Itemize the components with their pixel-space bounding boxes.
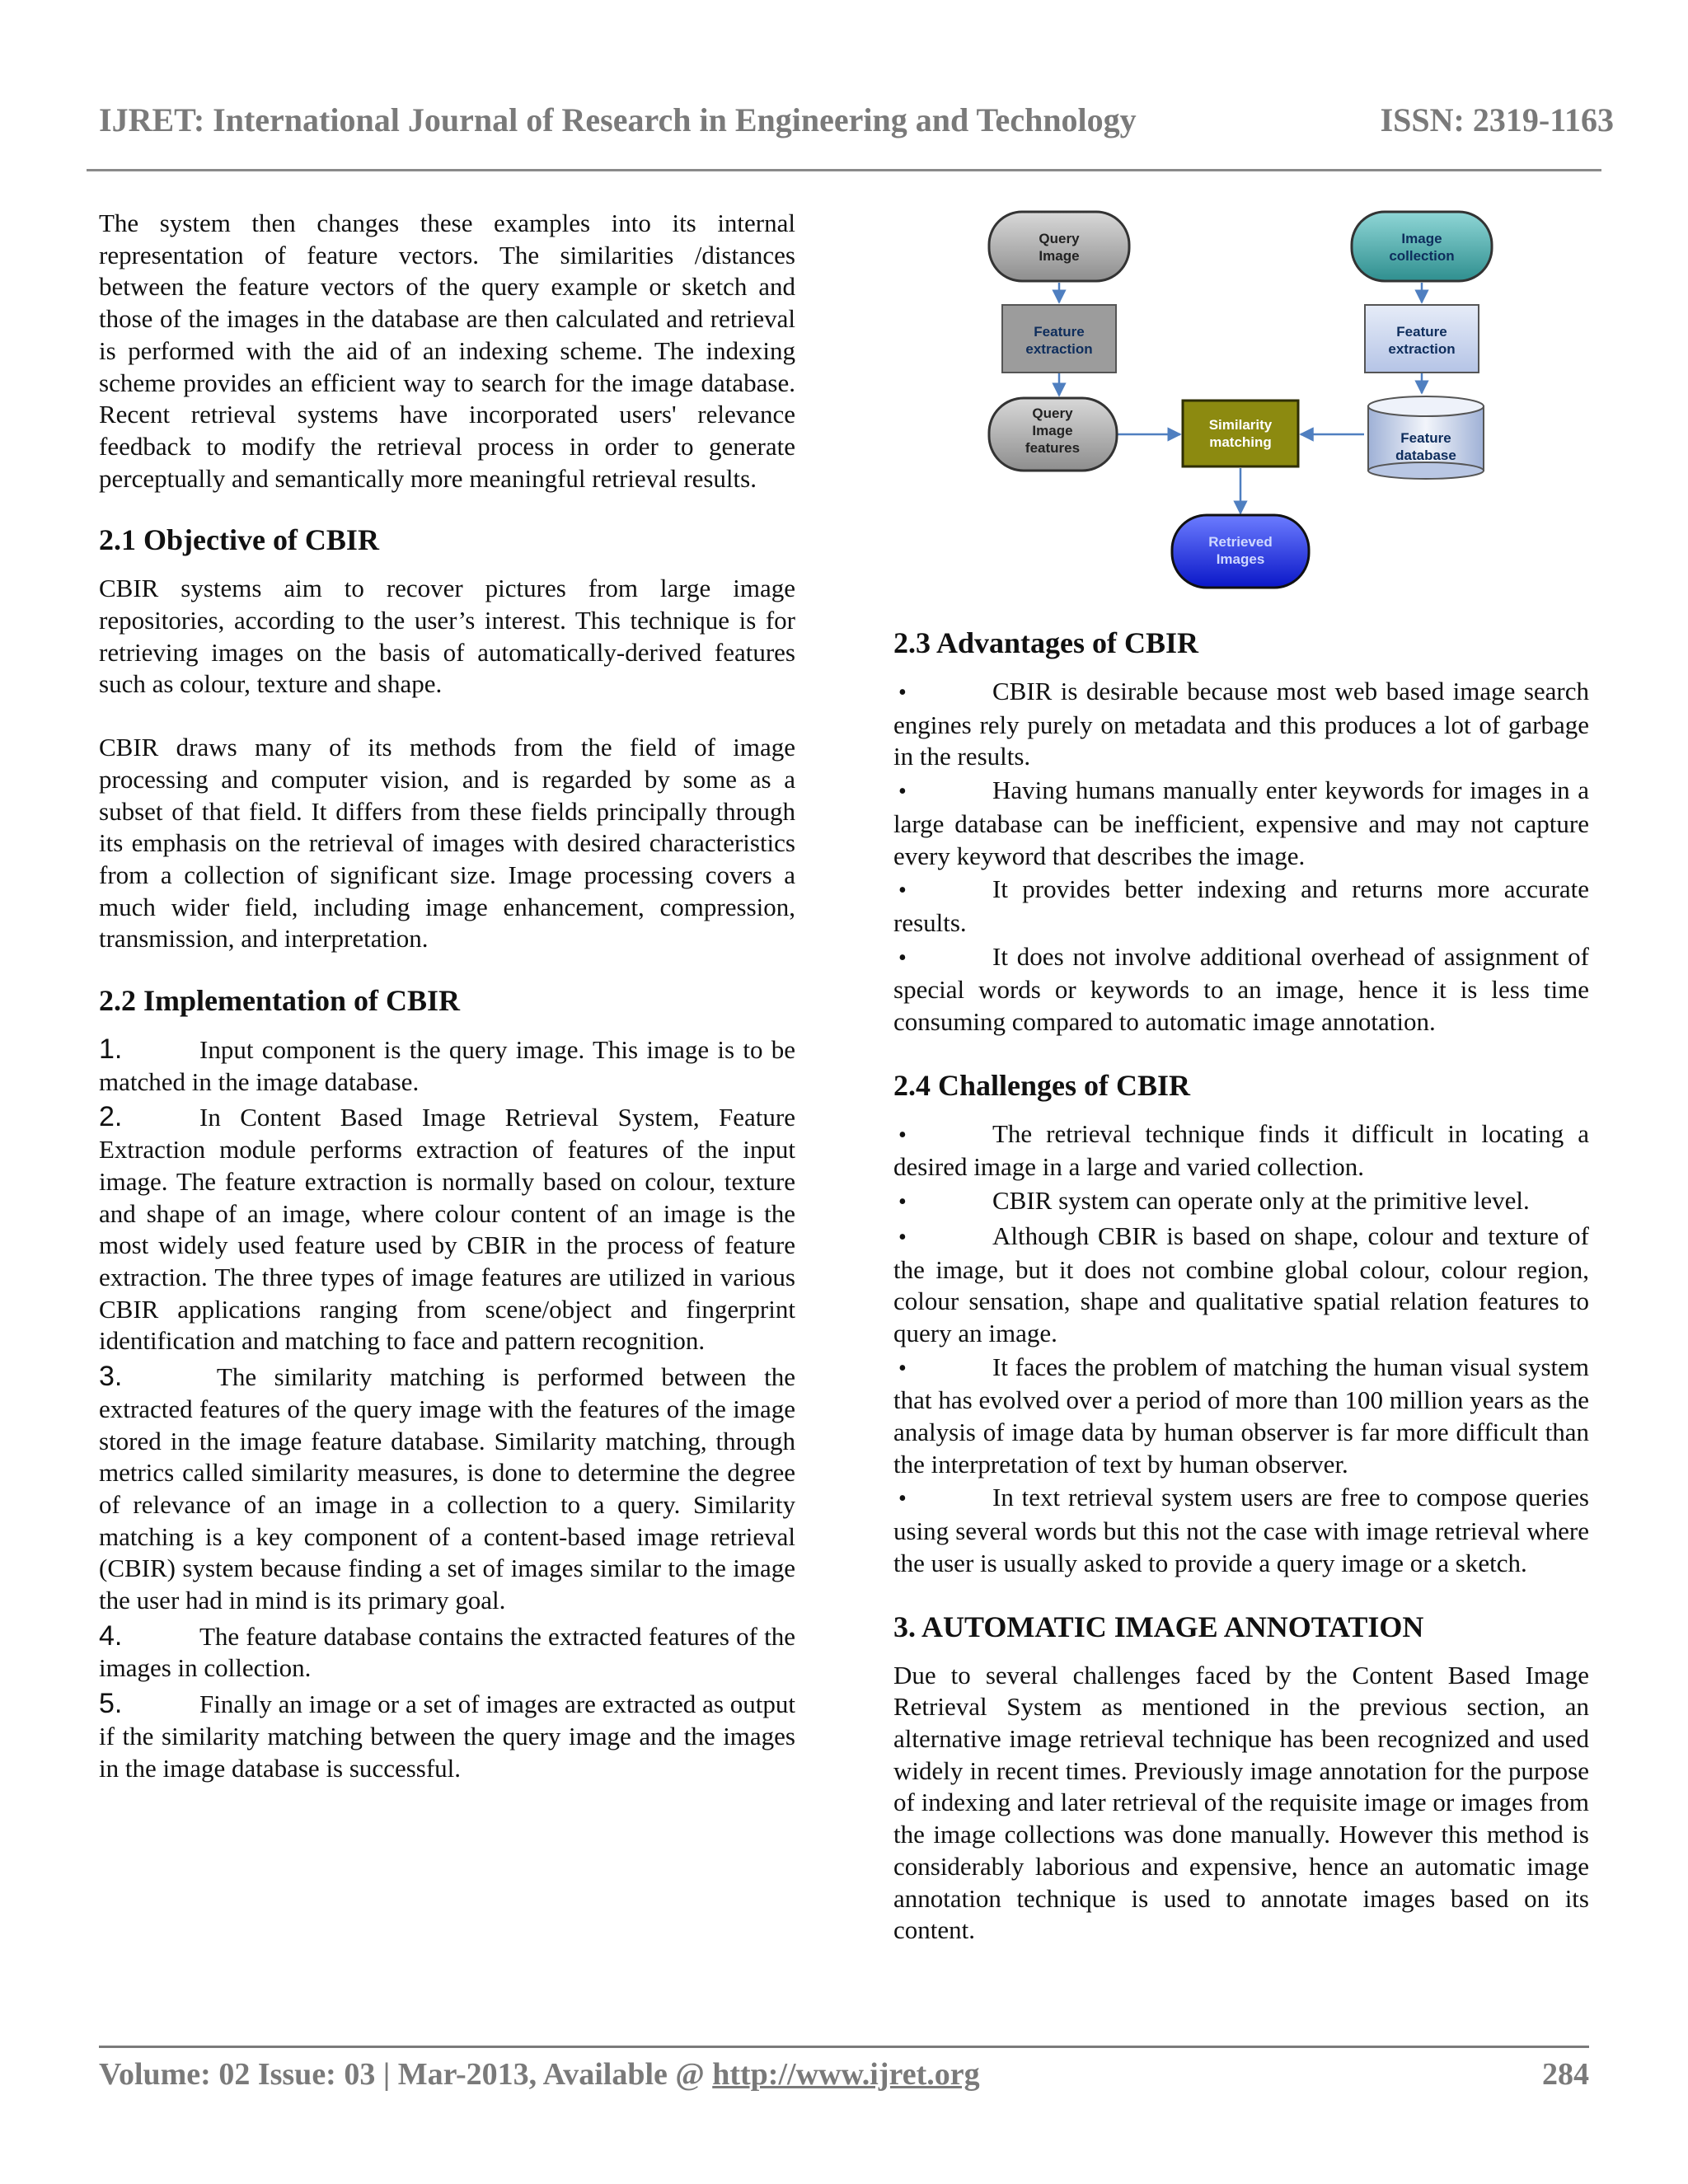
list-item bbox=[893, 1352, 1589, 1481]
objective-paragraph-1: CBIR systems aim to recover pictures from large image repositories, according to the user’s interest. This technique is for retrieving images on the basis of automatically-derived features such as colour, texture and shape. bbox=[99, 574, 795, 699]
list-item bbox=[99, 1361, 795, 1617]
node-similarity-matching bbox=[1183, 401, 1298, 466]
list-item bbox=[893, 676, 1589, 773]
list-text: The similarity matching is performed between the extracted features of the query image with the features of the image stored in the image feature database. Similarity matching, through metrics called similarity measures, is done to determine the degree of relevance of an image in a collection to a query. Similarity matching is a key component of a content-based image retrieval (CBIR) system because finding a set of images similar to the image the user had in mind is its primary goal. bbox=[99, 1362, 795, 1615]
section-heading-2-4: 2.4 Challenges of CBIR bbox=[893, 1068, 1191, 1102]
list-text: It does not involve additional overhead of assignment of special words or keywords to an image, hence it is less time consuming compared to automatic image annotation. bbox=[893, 941, 1589, 1037]
node-feature-database bbox=[1368, 396, 1484, 479]
list-text: Input component is the query image. This image is to be matched in the image database. bbox=[99, 1035, 795, 1096]
list-text: In Content Based Image Retrieval System, Feature Extraction module performs extraction of features of the input image. The feature extraction is normally based on colour, texture and shape of an image, where colour content of an image is the most widely used feature used by CBIR in the process of feature extraction. The three types of image features are utilized in various CBIR applications ranging from scene/object and fingerprint identification and matching to face and pattern recognition. bbox=[99, 1103, 795, 1356]
bullet-icon: • bbox=[898, 779, 907, 805]
list-item bbox=[99, 1688, 795, 1784]
annotation-paragraph: Due to several challenges faced by the Content Based Image Retrieval System as mentioned in the previous section, an alternative image retrieval technique has been recognized and used widely in recent times. Previously image annotation for the purpose of indexing and later retrieval of the requisite image or images from the image collections was done manually. However this method is considerably laborious and expensive, hence an automatic image annotation technique is used to annotate images based on its content. bbox=[893, 1660, 1589, 1945]
list-item bbox=[893, 1482, 1589, 1579]
node-query-image-features bbox=[989, 398, 1117, 471]
list-number: 5. bbox=[99, 1688, 123, 1720]
section-heading-2-2: 2.2 Implementation of CBIR bbox=[99, 984, 460, 1018]
list-item bbox=[99, 1620, 795, 1685]
left-column bbox=[99, 208, 795, 1788]
image-collection-label-1: Image bbox=[1401, 231, 1442, 246]
cbir-architecture-diagram bbox=[973, 202, 1500, 598]
list-text: The feature database contains the extracted features of the images in collection. bbox=[99, 1621, 795, 1683]
qif-label-1: Query bbox=[1032, 405, 1073, 421]
list-item bbox=[893, 1185, 1589, 1219]
list-item bbox=[893, 1118, 1589, 1183]
list-number: 4. bbox=[99, 1619, 123, 1652]
right-column bbox=[893, 625, 1589, 1947]
section-heading-2-3: 2.3 Advantages of CBIR bbox=[893, 626, 1199, 659]
page-number: 284 bbox=[1542, 2057, 1589, 2092]
list-text: CBIR is desirable because most web based image search engines rely purely on metadata and this produces a lot of garbage in the results. bbox=[893, 677, 1589, 771]
node-query-image bbox=[989, 212, 1129, 281]
bullet-icon: • bbox=[898, 680, 907, 705]
retrieved-label-2: Images bbox=[1216, 551, 1265, 567]
node-feature-extraction-left bbox=[1002, 305, 1116, 373]
list-text: CBIR system can operate only at the primitive level. bbox=[992, 1186, 1530, 1216]
image-collection-label-2: collection bbox=[1389, 248, 1455, 264]
list-item bbox=[893, 775, 1589, 872]
fe-left-label-2: extraction bbox=[1025, 341, 1093, 357]
node-feature-extraction-right bbox=[1365, 305, 1479, 373]
section-heading-2-1: 2.1 Objective of CBIR bbox=[99, 523, 379, 557]
node-retrieved-images bbox=[1172, 515, 1309, 588]
bullet-icon: • bbox=[898, 944, 907, 971]
list-text: It faces the problem of matching the human visual system that has evolved over a period of more than 100 million years as the analysis of image data by human observer is far more difficult than the interpretation of text by human observer. bbox=[893, 1352, 1589, 1479]
bullet-icon: • bbox=[898, 1122, 907, 1148]
fe-left-label-1: Feature bbox=[1034, 324, 1085, 340]
list-item bbox=[99, 1101, 795, 1357]
journal-link[interactable]: http://www.ijret.org bbox=[712, 2057, 980, 2092]
volume-text: Volume: 02 Issue: 03 | Mar-2013, Available @ bbox=[99, 2057, 713, 2092]
list-text: Although CBIR is based on shape, colour and texture of the image, but it does not combine global colour, colour region, colour sensation, shape and qualitative spatial relation features to query an image. bbox=[893, 1221, 1589, 1347]
challenges-list bbox=[893, 1118, 1589, 1580]
qif-label-2: Image bbox=[1032, 423, 1073, 438]
page-header bbox=[99, 92, 1614, 142]
volume-info bbox=[99, 2056, 980, 2093]
section-heading-3: 3. AUTOMATIC IMAGE ANNOTATION bbox=[893, 1610, 1424, 1643]
list-text: In text retrieval system users are free to compose queries using several words but this not the case with image retrieval where the user is usually asked to provide a query image or a sketch. bbox=[893, 1483, 1589, 1577]
fe-right-label-2: extraction bbox=[1388, 341, 1456, 357]
db-label-1: Feature bbox=[1400, 430, 1451, 446]
retrieved-label-1: Retrieved bbox=[1208, 534, 1273, 550]
list-text: Finally an image or a set of images are extracted as output if the similarity matching between the query image and the images in the image database is successful. bbox=[99, 1690, 795, 1783]
list-number: 1. bbox=[99, 1033, 123, 1066]
bullet-icon: • bbox=[898, 1355, 907, 1381]
list-text: The retrieval technique finds it difficult in locating a desired image in a large and varied collection. bbox=[893, 1118, 1589, 1182]
issn: ISSN: 2319-1163 bbox=[1380, 101, 1614, 138]
db-label-2: database bbox=[1395, 448, 1456, 463]
svg-text:QueryImagefeatures bbox=[1025, 405, 1080, 456]
sim-label-2: matching bbox=[1209, 434, 1272, 450]
bullet-icon: • bbox=[898, 1486, 907, 1512]
node-image-collection bbox=[1352, 212, 1492, 281]
header-rule bbox=[87, 169, 1601, 171]
list-item bbox=[893, 941, 1589, 1038]
bullet-icon: • bbox=[898, 1224, 907, 1250]
query-image-label-2: Image bbox=[1039, 248, 1080, 264]
objective-paragraph-2: CBIR draws many of its methods from the field of image processing and computer vision, and is regarded by some as a subset of that field. It differs from these fields principally through its emphasis on the retrieval of images with desired characteristics from a collection of significant size. Image processing covers a much wider field, including image enhancement, compression, transmission, and interpretation. bbox=[99, 733, 795, 954]
list-number: 2. bbox=[99, 1101, 123, 1133]
advantages-list bbox=[893, 676, 1589, 1038]
intro-paragraph: The system then changes these examples into its internal representation of feature vectors. The similarities /distances between the feature vectors of the query example or sketch and those of the images in the database are then calculated and retrieval is performed with the aid of an indexing scheme. The indexing scheme provides an efficient way to search for the image database. Recent retrieval systems have incorporated users' relevance feedback to modify the retrieval process in order to generate perceptually and semantically more meaningful retrieval results. bbox=[99, 209, 795, 493]
fe-right-label-1: Feature bbox=[1396, 324, 1447, 340]
list-item bbox=[893, 874, 1589, 939]
query-image-label-1: Query bbox=[1039, 231, 1080, 246]
list-item bbox=[893, 1221, 1589, 1350]
sim-label-1: Similarity bbox=[1208, 417, 1273, 433]
list-text: It provides better indexing and returns more accurate results. bbox=[893, 874, 1589, 937]
qif-label-3: features bbox=[1025, 440, 1081, 456]
implementation-list bbox=[99, 1033, 795, 1784]
bullet-icon: • bbox=[898, 878, 907, 904]
list-item bbox=[99, 1033, 795, 1098]
journal-title: IJRET: International Journal of Research in Engineering and Technology bbox=[99, 101, 1137, 138]
list-text: Having humans manually enter keywords for images in a large database can be inefficient, expensive and may not capture every keyword that describes the image. bbox=[893, 776, 1589, 870]
page-footer bbox=[99, 2048, 1589, 2097]
list-number: 3. bbox=[99, 1361, 123, 1393]
bullet-icon: • bbox=[898, 1189, 907, 1216]
